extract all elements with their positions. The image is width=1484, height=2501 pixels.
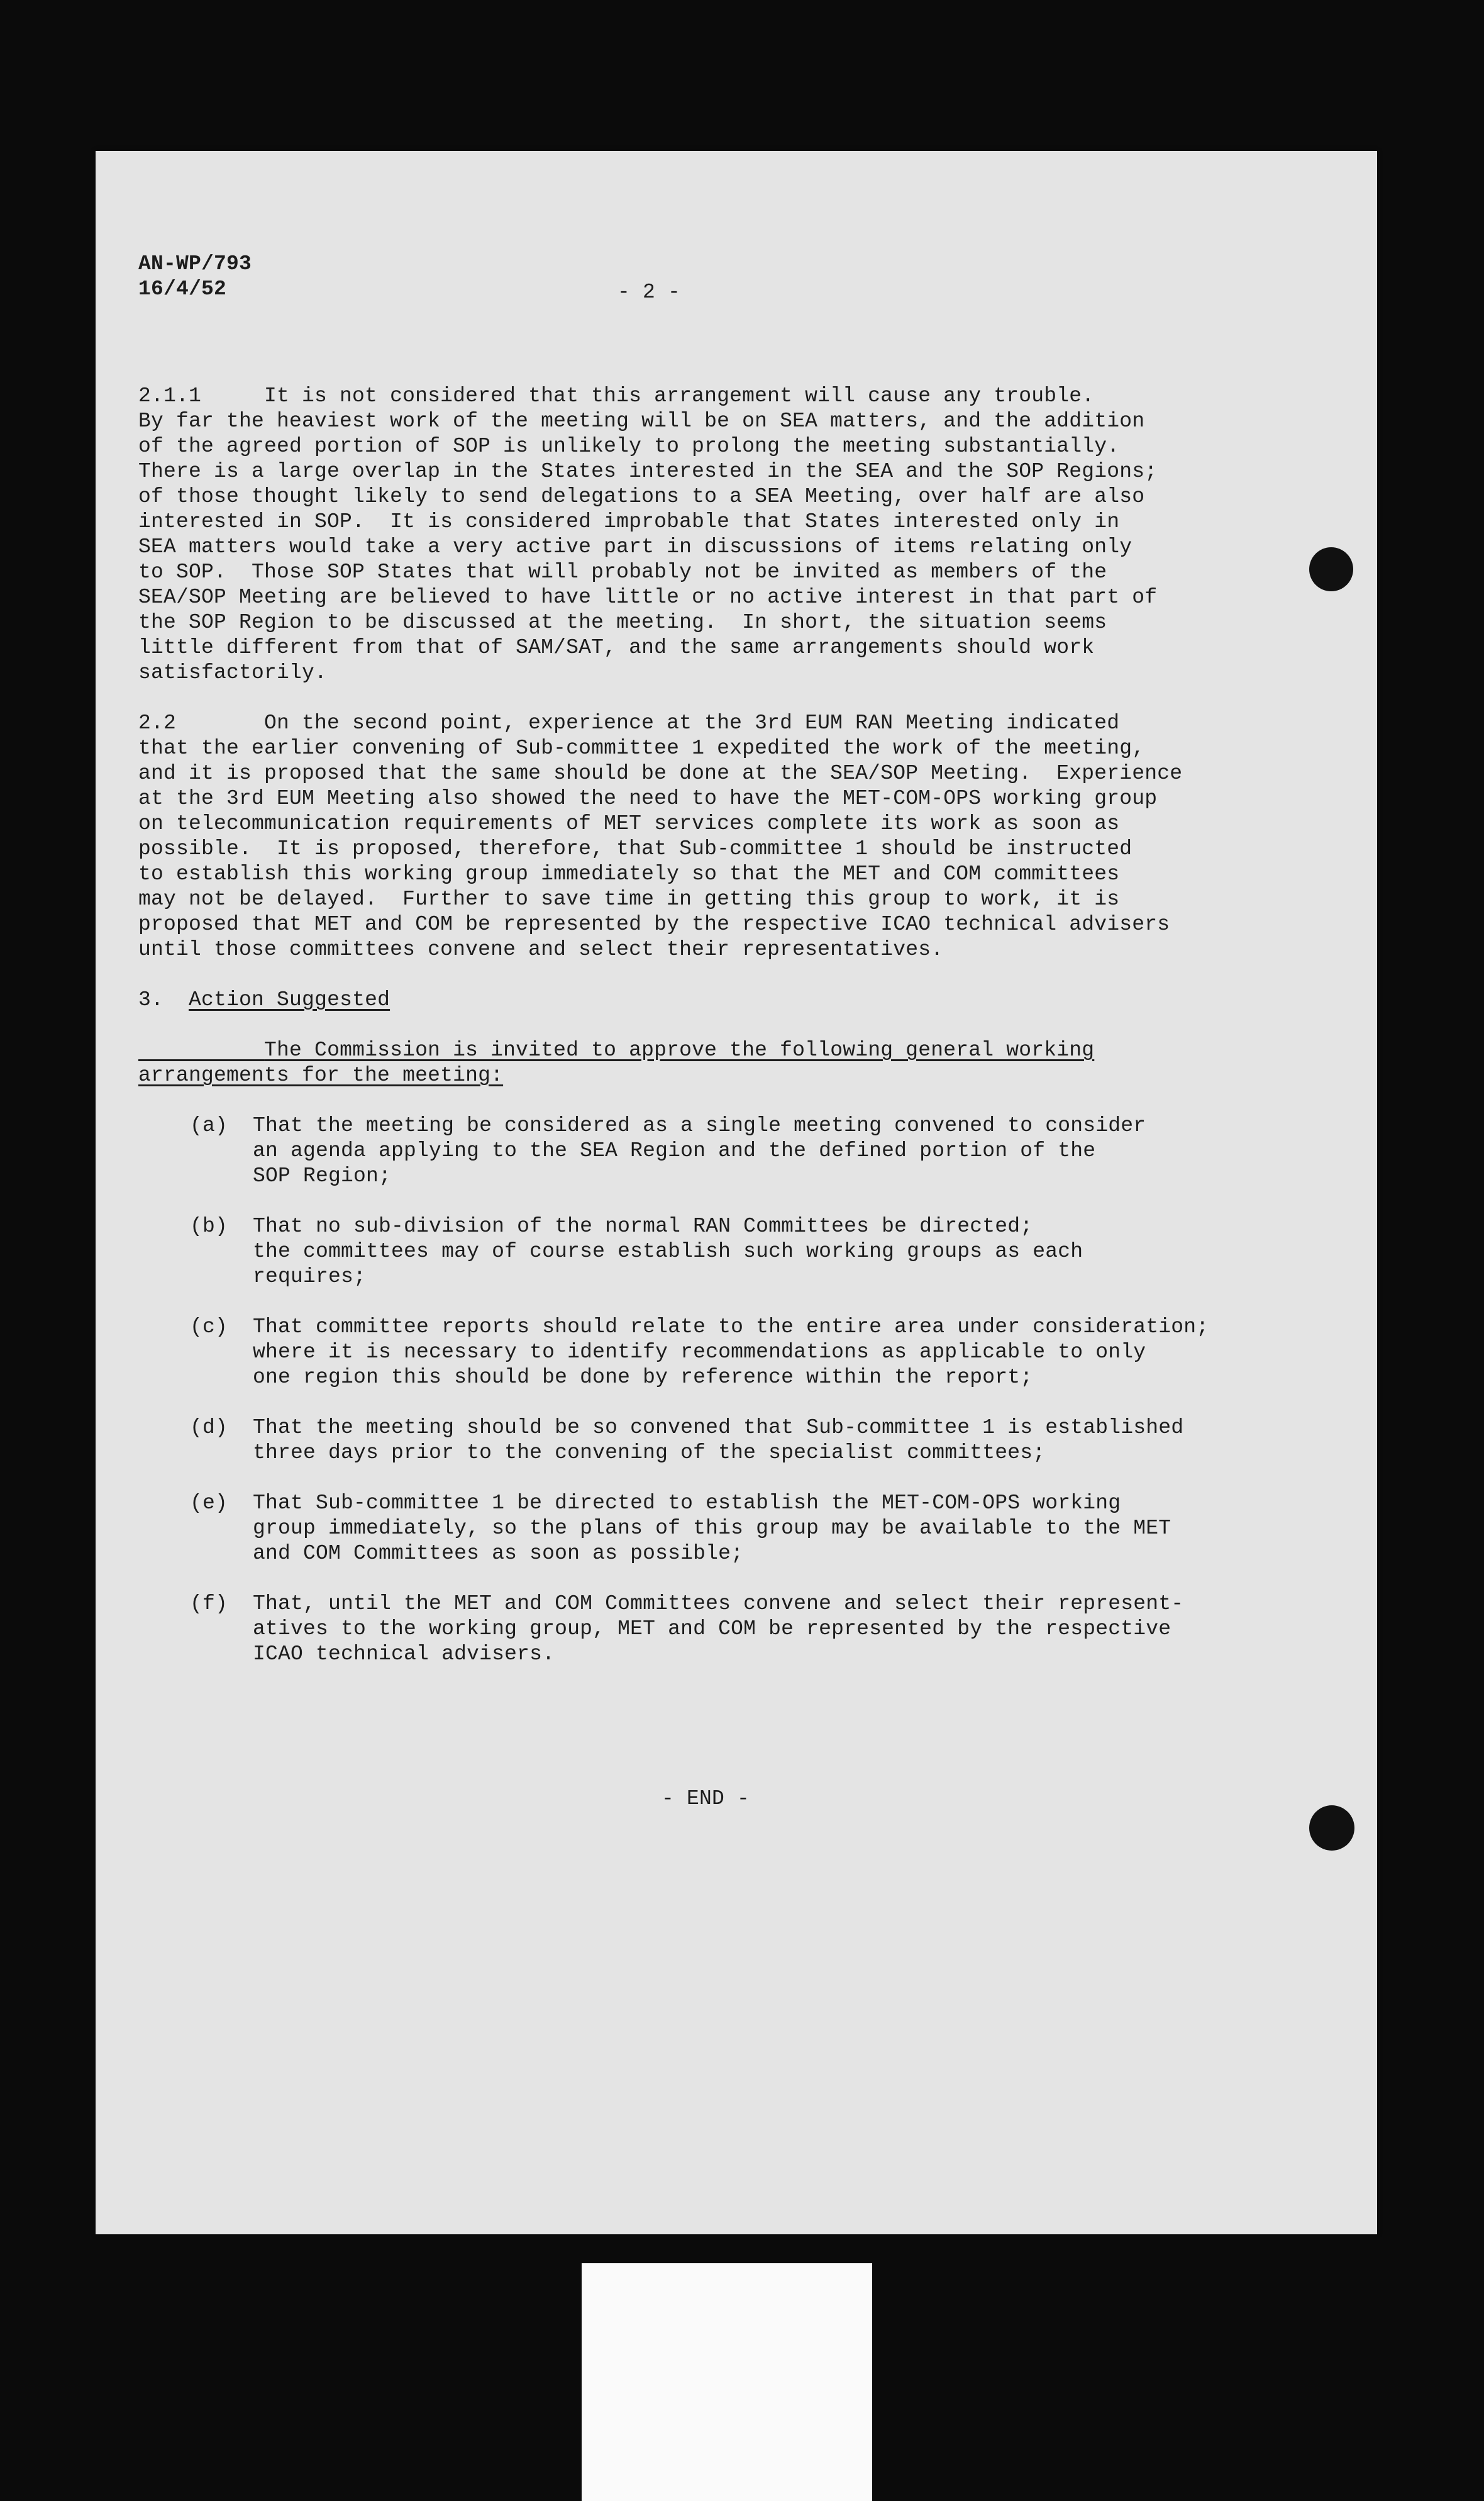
page-number: - 2 - bbox=[617, 281, 681, 304]
end-marker: - END - bbox=[662, 1787, 750, 1810]
section-3-number: 3. bbox=[138, 988, 164, 1011]
punch-hole-bottom bbox=[1309, 1805, 1354, 1851]
reference-date: 16/4/52 bbox=[138, 277, 227, 301]
list-item-a: (a) That the meeting be considered as a single meeting convened to consider an agenda applying to the SEA Region and the defined portion of the SOP Region; bbox=[190, 1114, 1146, 1188]
list-item-d: (d) That the meeting should be so convened that Sub-committee 1 is established three days prior to the convening of the specialist committees; bbox=[190, 1416, 1184, 1464]
document-page bbox=[96, 151, 1377, 2234]
section-3-heading bbox=[138, 988, 390, 1013]
section-3-intro-line2: arrangements for the meeting: bbox=[138, 1064, 504, 1087]
list-item-e: (e) That Sub-committee 1 be directed to establish the MET-COM-OPS working group immediately, so the plans of this group may be available to the MET and COM Committees as soon as possible; bbox=[190, 1491, 1171, 1565]
list-item-f: (f) That, until the MET and COM Committees convene and select their represent- atives to the working group, MET and COM be represented by the respective ICAO technical advisers. bbox=[190, 1592, 1184, 1666]
list-item-b: (b) That no sub-division of the normal RAN Committees be directed; the committees may of course establish such working groups as each requires; bbox=[190, 1215, 1083, 1288]
document-reference bbox=[138, 252, 252, 302]
reference-number: AN-WP/793 bbox=[138, 252, 252, 276]
punch-hole-top bbox=[1309, 547, 1353, 591]
section-3-intro-line1: The Commission is invited to approve the following general working bbox=[264, 1039, 1095, 1062]
paragraph-2-2: 2.2 On the second point, experience at the 3rd EUM RAN Meeting indicated that the earlier convening of Sub-committee 1 expedited the work of the meeting, and it is proposed that the same should be done at the SEA/SOP Meeting. Experience at the 3rd EUM Meeting also showed the need to have the MET-COM-OPS working group on telecommunication requirements of MET services complete its work as soon as possible. It is proposed, therefore, that Sub-committee 1 should be instructed to establish this working group immediately so that the MET and COM committees may not be delayed. Further to save time in getting this group to work, it is proposed that MET and COM be represented by the respective ICAO technical advisers until those committees convene and select their representatives. bbox=[138, 711, 1183, 961]
blank-label-card bbox=[582, 2263, 872, 2501]
section-3-intro bbox=[138, 1038, 1094, 1088]
section-3-title: Action Suggested bbox=[189, 988, 390, 1011]
list-item-c: (c) That committee reports should relate to the entire area under consideration; where it is necessary to identify recommendations as applicable to only one region this should be done by reference within the report; bbox=[190, 1315, 1209, 1389]
paragraph-2-1-1: 2.1.1 It is not considered that this arrangement will cause any trouble. By far the heaviest work of the meeting will be on SEA matters, and the addition of the agreed portion of SOP is unlikely to prolong the meeting substantially. There is a large overlap in the States interested in the SEA and the SOP Regions; of those thought likely to send delegations to a SEA Meeting, over half are also interested in SOP. It is considered improbable that States interested only in SEA matters would take a very active part in discussions of items relating only to SOP. Those SOP States that will probably not be invited as members of the SEA/SOP Meeting are believed to have little or no active interest in that part of the SOP Region to be discussed at the meeting. In short, the situation seems little different from that of SAM/SAT, and the same arrangements should work satisfactorily. bbox=[138, 384, 1158, 684]
